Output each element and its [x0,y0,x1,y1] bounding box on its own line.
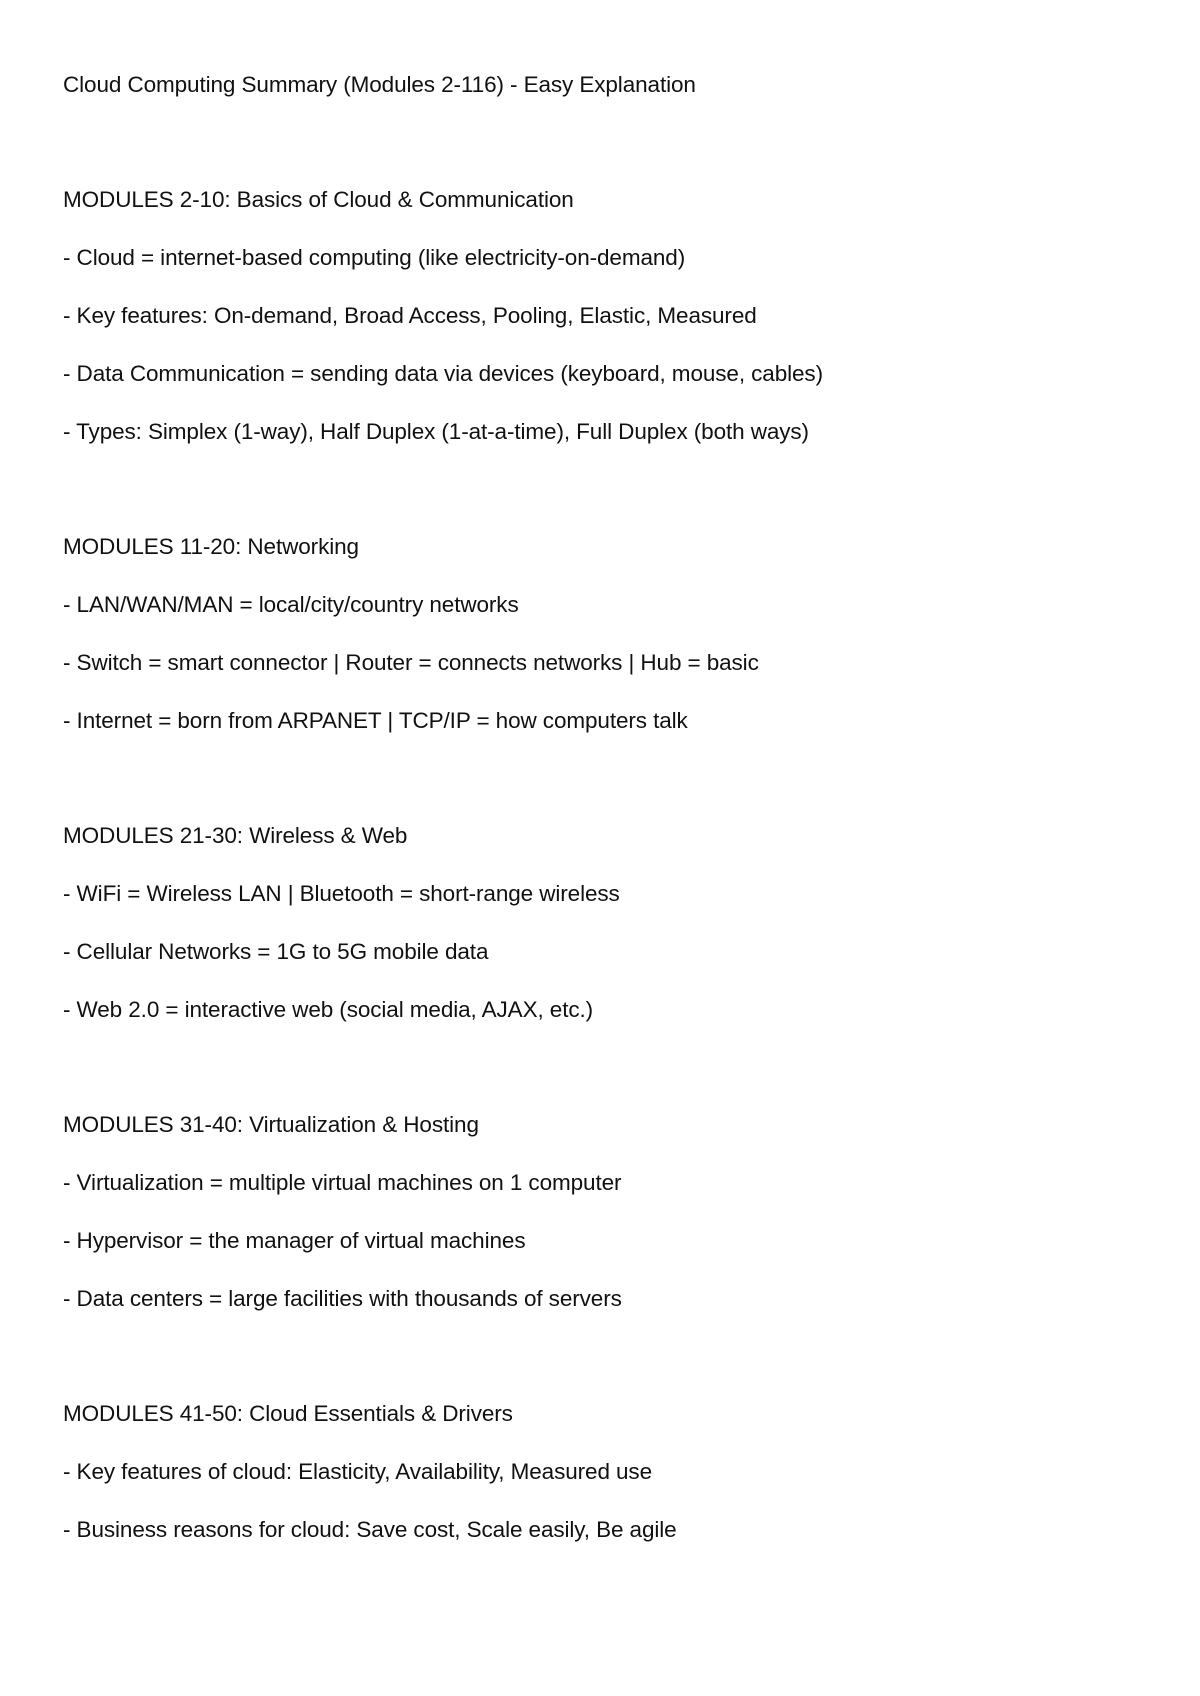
bullet-item: - Hypervisor = the manager of virtual machines [63,1228,526,1253]
section-heading: MODULES 2-10: Basics of Cloud & Communication [63,187,574,212]
section-heading: MODULES 11-20: Networking [63,534,359,559]
bullet-item: - Types: Simplex (1-way), Half Duplex (1-at-a-time), Full Duplex (both ways) [63,419,809,444]
bullet-item: - Data Communication = sending data via devices (keyboard, mouse, cables) [63,361,823,386]
bullet-item: - Business reasons for cloud: Save cost, Scale easily, Be agile [63,1517,677,1542]
section-virtualization [63,1110,1143,1314]
section-wireless-web [63,821,1143,1025]
bullet-item: - Key features of cloud: Elasticity, Availability, Measured use [63,1459,652,1484]
section-cloud-essentials [63,1399,1143,1545]
section-heading: MODULES 41-50: Cloud Essentials & Drivers [63,1401,513,1426]
bullet-item: - Virtualization = multiple virtual machines on 1 computer [63,1170,622,1195]
bullet-item: - Key features: On-demand, Broad Access, Pooling, Elastic, Measured [63,303,757,328]
bullet-item: - Switch = smart connector | Router = connects networks | Hub = basic [63,650,759,675]
bullet-item: - Cellular Networks = 1G to 5G mobile data [63,939,489,964]
section-basics [63,185,1143,447]
bullet-item: - Web 2.0 = interactive web (social media, AJAX, etc.) [63,997,594,1022]
bullet-item: - Data centers = large facilities with thousands of servers [63,1286,622,1311]
section-heading: MODULES 31-40: Virtualization & Hosting [63,1112,479,1137]
bullet-item: - Internet = born from ARPANET | TCP/IP = how computers talk [63,708,688,733]
document-title: Cloud Computing Summary (Modules 2-116) - Easy Explanation [63,72,696,97]
document-page [63,70,1143,1630]
bullet-item: - Cloud = internet-based computing (like electricity-on-demand) [63,245,686,270]
bullet-item: - WiFi = Wireless LAN | Bluetooth = short-range wireless [63,881,620,906]
section-heading: MODULES 21-30: Wireless & Web [63,823,408,848]
bullet-item: - LAN/WAN/MAN = local/city/country networks [63,592,519,617]
section-networking [63,532,1143,736]
